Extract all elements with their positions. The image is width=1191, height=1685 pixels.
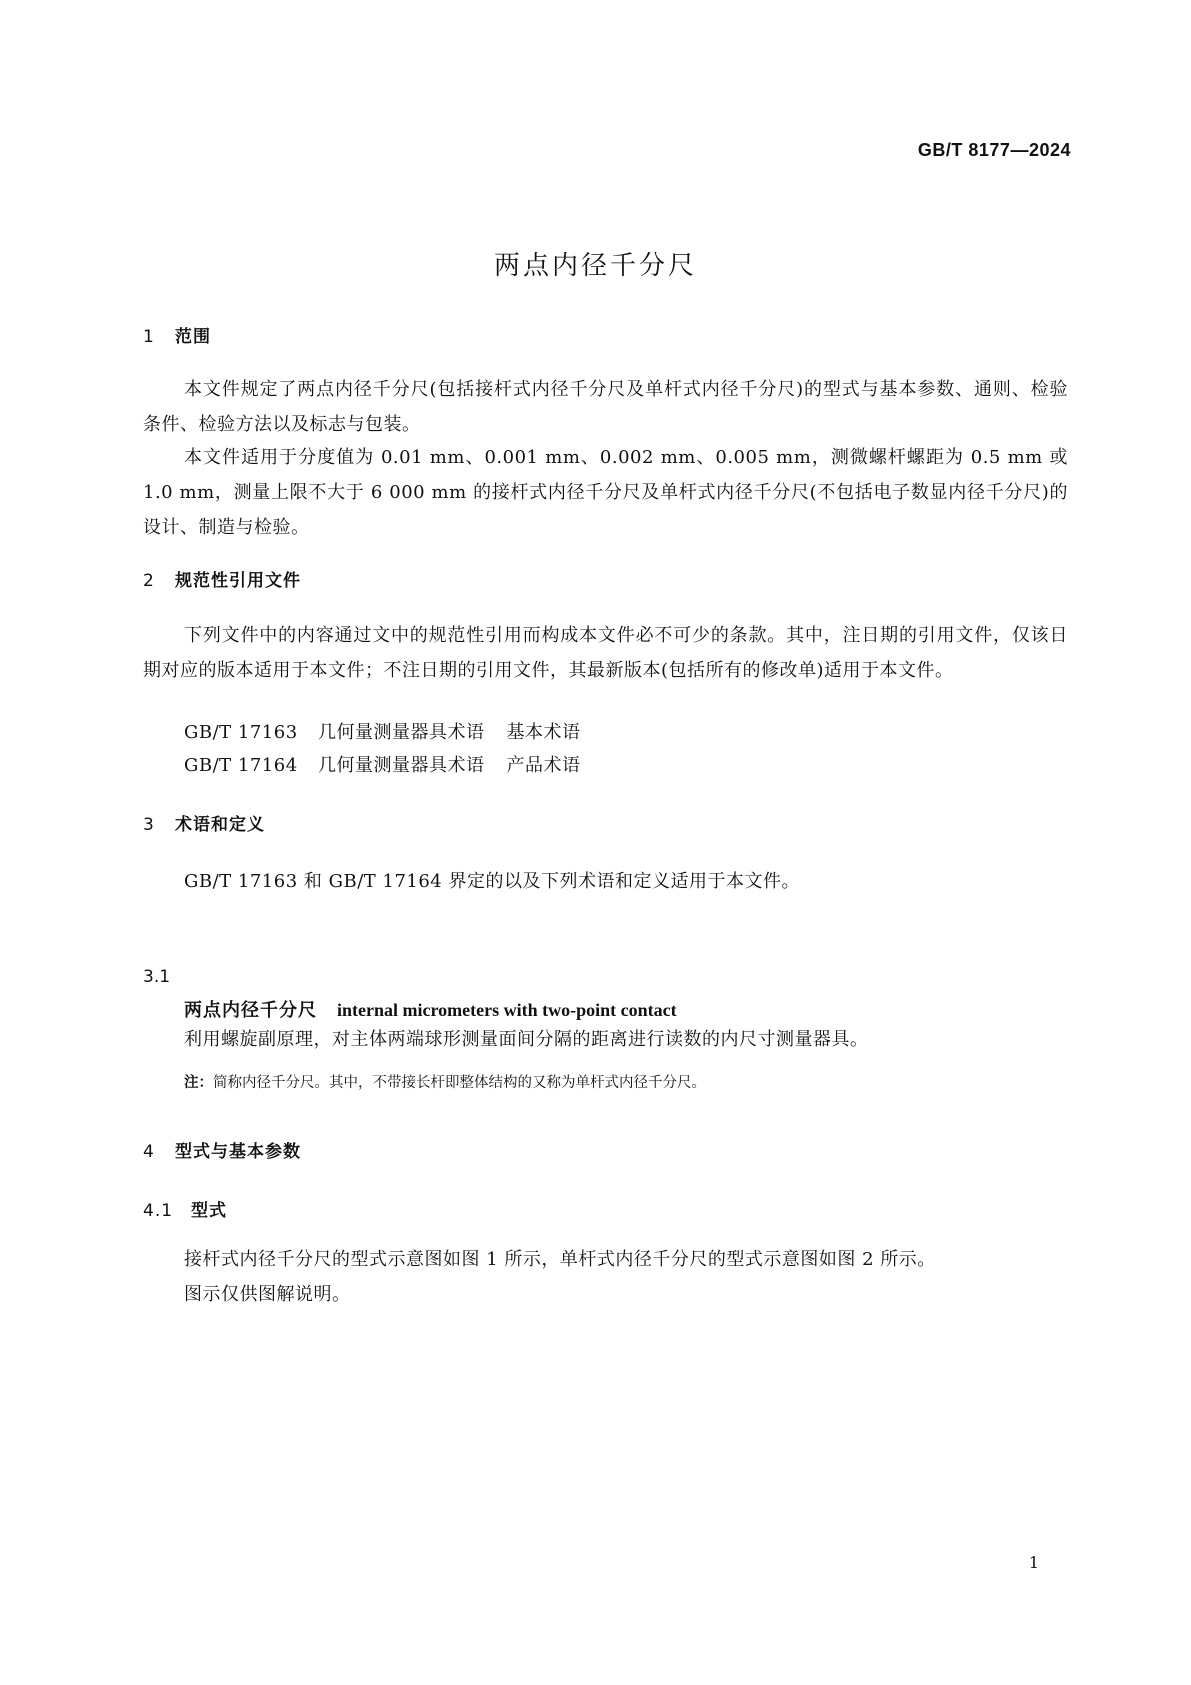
section-heading-terms-definitions — [143, 810, 265, 835]
scope-paragraph-1: 本文件规定了两点内径千分尺(包括接杆式内径千分尺及单杆式内径千分尺)的型式与基本参数、通则、检验条件、检验方法以及标志与包装。 — [143, 379, 1068, 435]
section-title: 规范性引用文件 — [175, 571, 301, 591]
section-heading-types-parameters — [143, 1137, 301, 1162]
document-title: 两点内径千分尺 — [493, 251, 697, 281]
term-name-chinese: 两点内径千分尺 — [184, 1000, 317, 1021]
reference-item — [184, 715, 581, 750]
section-number: 1 — [143, 327, 155, 347]
term-entry — [184, 996, 677, 1022]
reference-code: GB/T 17164 — [184, 755, 298, 776]
reference-item — [184, 748, 581, 783]
note-text: 简称内径千分尺。其中，不带接长杆即整体结构的又称为单杆式内径千分尺。 — [213, 1075, 706, 1091]
term-number: 3.1 — [143, 967, 171, 987]
section-number: 3 — [143, 815, 155, 835]
page-number: 1 — [1028, 1553, 1039, 1572]
reference-name: 几何量测量器具术语 — [318, 755, 485, 776]
section-number: 2 — [143, 571, 155, 591]
note-label: 注： — [184, 1075, 213, 1091]
subsection-number: 4.1 — [143, 1201, 174, 1221]
subsection-title: 型式 — [191, 1201, 227, 1221]
section-heading-normative-references — [143, 566, 301, 591]
section-title: 术语和定义 — [175, 815, 265, 835]
term-note — [184, 1071, 706, 1092]
section-number: 4 — [143, 1142, 155, 1162]
term-name-english: internal micrometers with two-point contact — [337, 1000, 677, 1020]
references-paragraph: 下列文件中的内容通过文中的规范性引用而构成本文件必不可少的条款。其中，注日期的引用文件，仅该日期对应的版本适用于本文件；不注日期的引用文件，其最新版本(包括所有的修改单)适用于本文件。 — [143, 625, 1068, 681]
subsection-heading-types — [143, 1196, 227, 1221]
term-definition: 利用螺旋副原理，对主体两端球形测量面间分隔的距离进行读数的内尺寸测量器具。 — [184, 1029, 869, 1050]
terms-paragraph: GB/T 17163 和 GB/T 17164 界定的以及下列术语和定义适用于本文件。 — [184, 871, 800, 892]
section-title: 型式与基本参数 — [175, 1142, 301, 1162]
section-heading-scope — [143, 322, 211, 347]
types-line-1: 接杆式内径千分尺的型式示意图如图 1 所示，单杆式内径千分尺的型式示意图如图 2 所示。 — [184, 1249, 936, 1270]
scope-paragraph-2: 本文件适用于分度值为 0.01 mm、0.001 mm、0.002 mm、0.005 mm，测微螺杆螺距为 0.5 mm 或 1.0 mm，测量上限不大于 6 000 mm 的接杆式内径千分尺及单杆式内径千分尺(不包括电子数显内径千分尺)的设计、制造与检验。 — [143, 447, 1068, 538]
reference-name: 几何量测量器具术语 — [318, 722, 485, 743]
reference-subtitle: 基本术语 — [506, 722, 581, 743]
reference-subtitle: 产品术语 — [506, 755, 581, 776]
types-line-2: 图示仅供图解说明。 — [184, 1284, 351, 1305]
reference-code: GB/T 17163 — [184, 722, 298, 743]
section-title: 范围 — [175, 327, 211, 347]
standard-code: GB/T 8177—2024 — [917, 140, 1071, 160]
